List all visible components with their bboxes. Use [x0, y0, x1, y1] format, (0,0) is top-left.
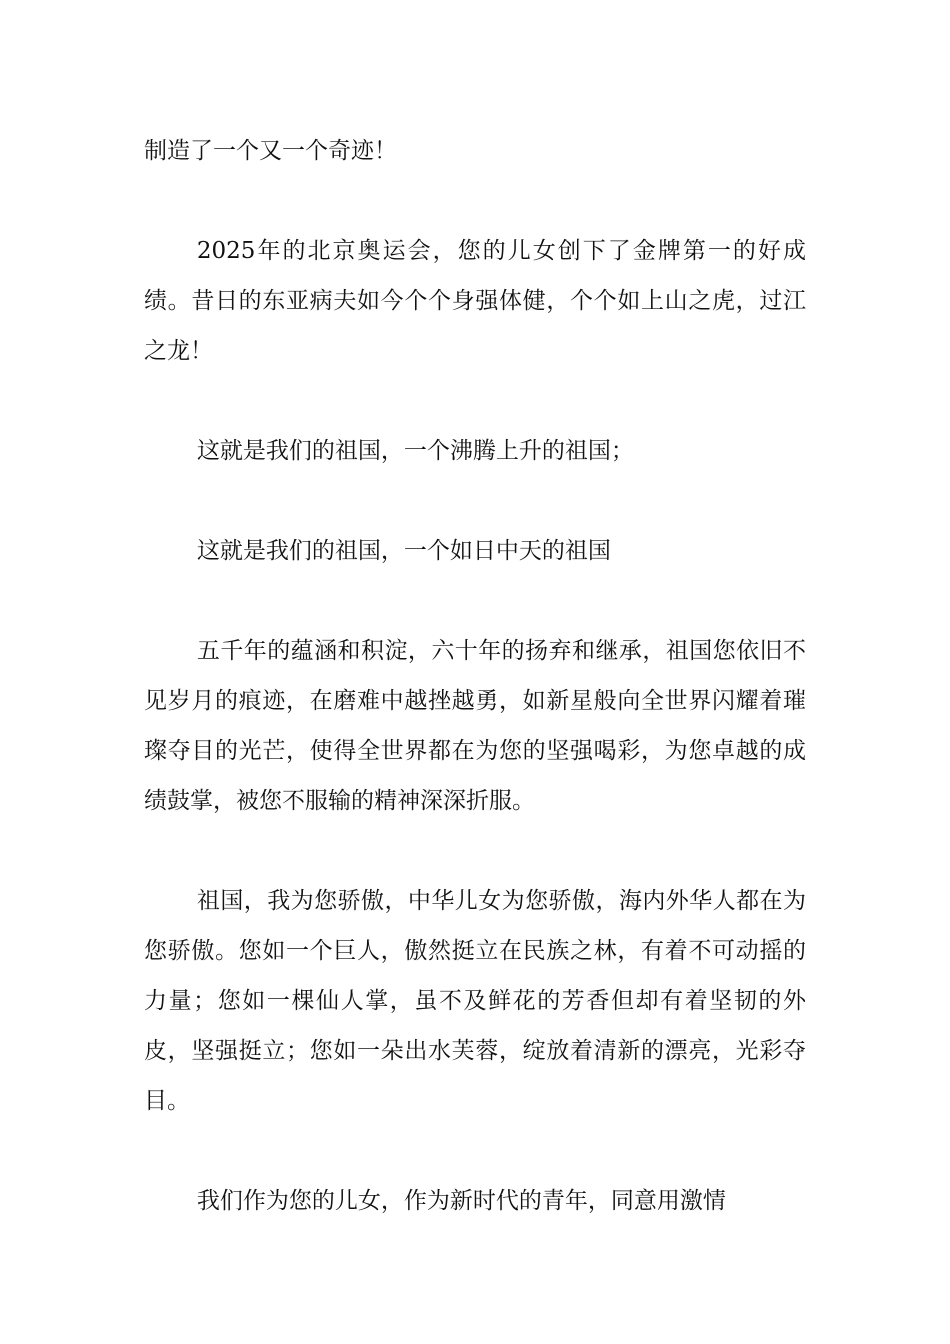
paragraph-4: 这就是我们的祖国，一个如日中天的祖国 [196, 538, 611, 564]
document-body [144, 126, 806, 1276]
paragraph-2: 2025年的北京奥运会，您的儿女创下了金牌第一的好成绩。昔日的东亚病夫如今个个身强体健，个个如上山之虎，过江之龙！ [144, 238, 806, 364]
paragraph-7: 我们作为您的儿女，作为新时代的青年，同意用激情 [196, 1188, 726, 1214]
paragraph-6: 祖国，我为您骄傲，中华儿女为您骄傲，海内外华人都在为您骄傲。您如一个巨人，傲然挺立在民族之林，有着不可动摇的力量；您如一棵仙人掌，虽不及鲜花的芳香但却有着坚韧的外皮，坚强挺立；您如一朵出水芙蓉，绽放着清新的漂亮，光彩夺目。 [144, 888, 806, 1114]
paragraph-5: 五千年的蕴涵和积淀，六十年的扬弃和继承，祖国您依旧不见岁月的痕迹，在磨难中越挫越勇，如新星般向全世界闪耀着璀璨夺目的光芒，使得全世界都在为您的坚强喝彩，为您卓越的成绩鼓掌，被您不服输的精神深深折服。 [144, 638, 806, 814]
paragraph-3: 这就是我们的祖国，一个沸腾上升的祖国； [196, 438, 634, 464]
paragraph-1: 制造了一个又一个奇迹！ [144, 138, 397, 164]
